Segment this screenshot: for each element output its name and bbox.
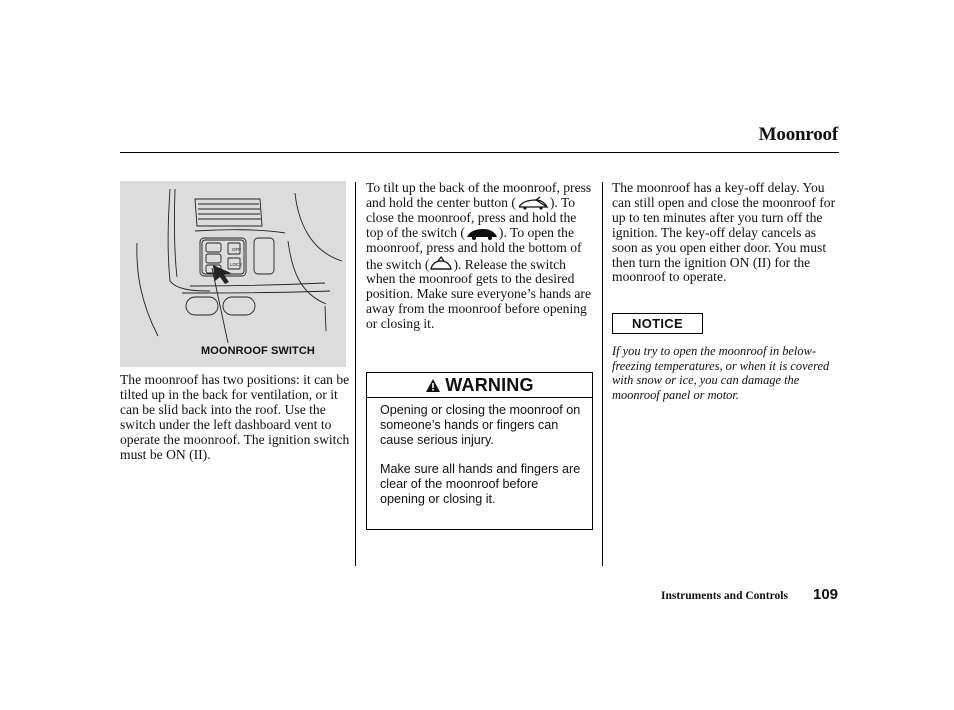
open-moonroof-icon — [429, 256, 453, 272]
operation-text-part-4: ). Release the switch when the moonroof gets to the desired position. Make sure everyone’s hands are away from the moonroof before opening or closing it. — [366, 256, 591, 332]
key-off-delay-text: The moonroof has a key-off delay. You can still open and close the moonroof for up to ten minutes after you turn off the ignition. The key-off delay cancels as soon as you open either door. You must then turn the ignition ON (II) for the moonroof to operate. — [612, 180, 836, 285]
operation-text-part-1: To tilt up the back of the moonroof, press and hold the center button ( — [366, 180, 592, 210]
moonroof-operation-text — [366, 181, 592, 332]
title-divider — [120, 152, 839, 153]
column-divider-1 — [355, 182, 356, 566]
notice-box — [612, 313, 703, 334]
svg-text:OFF: OFF — [232, 247, 241, 252]
dashboard-illustration — [120, 181, 346, 367]
warning-label: WARNING — [445, 375, 534, 395]
moonroof-switch-figure — [120, 181, 346, 367]
moonroof-positions-text: The moonroof has two positions: it can be tilted up in the back for ventilation, or it can be slid back into the roof. Use the switch under the left dashboard vent to operate the moonroof. The ignition switch must be ON (II). — [120, 372, 350, 462]
figure-caption: MOONROOF SWITCH — [201, 345, 315, 357]
footer-section-name: Instruments and Controls — [661, 590, 788, 602]
notice-text: If you try to open the moonroof in below-freezing temperatures, or when it is covered with snow or ice, you can damage the moonroof panel or motor. — [612, 344, 830, 403]
operation-text-part-3: ). To open the moonroof, press and hold the bottom of the switch ( — [366, 224, 582, 272]
column-divider-2 — [602, 182, 603, 566]
close-moonroof-icon — [465, 226, 499, 240]
warning-paragraph-1: Opening or closing the moonroof on someone’s hands or fingers can cause serious injury. — [380, 403, 581, 447]
warning-box — [366, 372, 593, 530]
operation-text-part-2: ). To close the moonroof, press and hold the top of the switch ( — [366, 194, 577, 240]
notice-label: NOTICE — [632, 316, 683, 331]
warning-body — [380, 403, 586, 521]
svg-text:LOCK: LOCK — [230, 262, 243, 267]
warning-paragraph-2: Make sure all hands and fingers are clear of the moonroof before opening or closing it. — [380, 462, 581, 506]
warning-triangle-icon — [425, 378, 441, 393]
page-number: 109 — [813, 586, 839, 603]
warning-header — [367, 373, 592, 398]
page-title: Moonroof — [758, 124, 838, 145]
tilt-moonroof-icon — [516, 196, 550, 210]
